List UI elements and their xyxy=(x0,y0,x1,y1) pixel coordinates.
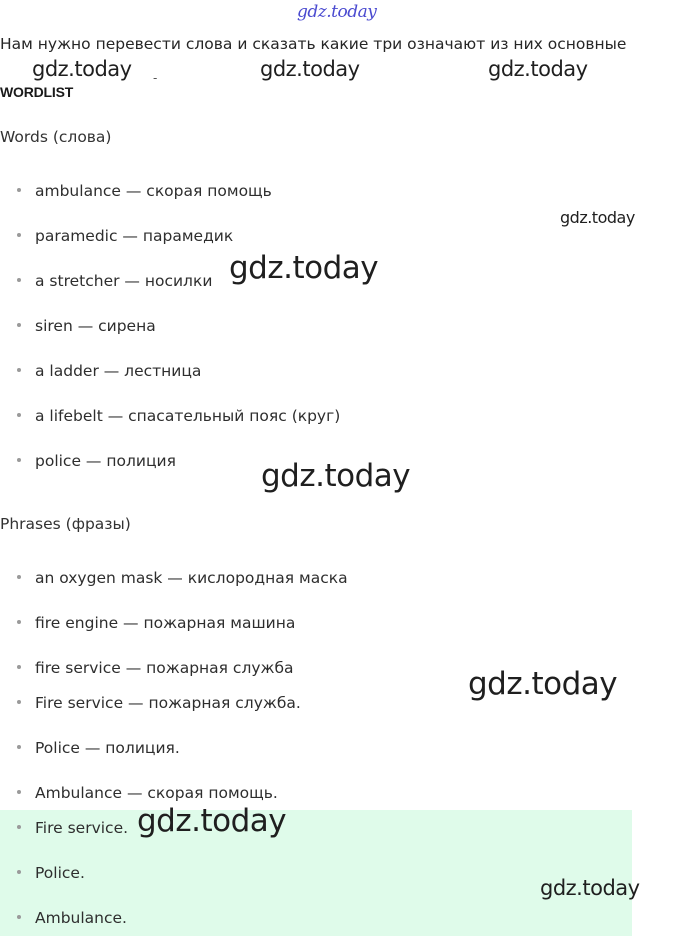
watermark: gdz.today xyxy=(229,250,379,286)
bullet-icon xyxy=(17,233,21,237)
bullet-icon xyxy=(17,458,21,462)
watermark: gdz.today xyxy=(32,57,132,81)
list-item: a ladder — лестница xyxy=(17,362,201,380)
words-section-title: Words (слова) xyxy=(0,128,112,146)
bullet-icon xyxy=(17,825,21,829)
phrases-section-title: Phrases (фразы) xyxy=(0,515,131,533)
list-item: a stretcher — носилки xyxy=(17,272,212,290)
list-item: ambulance — скорая помощь xyxy=(17,182,272,200)
bullet-icon xyxy=(17,278,21,282)
list-item: a lifebelt — спасательный пояс (круг) xyxy=(17,407,340,425)
answer-item: Fire service — пожарная служба. xyxy=(17,694,301,712)
watermark: gdz.today xyxy=(540,876,640,900)
bullet-icon xyxy=(17,323,21,327)
answer-highlighted-item: Fire service. xyxy=(17,819,128,837)
watermark: gdz.today xyxy=(261,458,411,494)
bullet-icon xyxy=(17,745,21,749)
bullet-icon xyxy=(17,915,21,919)
watermark: gdz.today xyxy=(560,208,635,227)
answer-item: Ambulance — скорая помощь. xyxy=(17,784,278,802)
watermark-top: gdz.today xyxy=(297,2,377,22)
bullet-icon xyxy=(17,665,21,669)
watermark: gdz.today xyxy=(260,57,360,81)
list-item: paramedic — парамедик xyxy=(17,227,233,245)
list-item: fire engine — пожарная машина xyxy=(17,614,295,632)
question-text: Нам нужно перевести слова и сказать какие три означают из них основные xyxy=(0,35,627,53)
small-dash-mark: - xyxy=(153,71,157,85)
answer-highlighted-item: Police. xyxy=(17,864,85,882)
bullet-icon xyxy=(17,575,21,579)
bullet-icon xyxy=(17,620,21,624)
list-item: police — полиция xyxy=(17,452,176,470)
watermark: gdz.today xyxy=(488,57,588,81)
list-item: fire service — пожарная служба xyxy=(17,659,294,677)
watermark: gdz.today xyxy=(468,666,618,702)
bullet-icon xyxy=(17,790,21,794)
watermark: gdz.today xyxy=(137,803,287,839)
list-item: an oxygen mask — кислородная маска xyxy=(17,569,348,587)
bullet-icon xyxy=(17,368,21,372)
wordlist-heading: WORDLIST xyxy=(0,84,74,100)
bullet-icon xyxy=(17,413,21,417)
answer-item: Police — полиция. xyxy=(17,739,180,757)
bullet-icon xyxy=(17,700,21,704)
bullet-icon xyxy=(17,188,21,192)
answer-highlighted-item: Ambulance. xyxy=(17,909,127,927)
bullet-icon xyxy=(17,870,21,874)
list-item: siren — сирена xyxy=(17,317,156,335)
